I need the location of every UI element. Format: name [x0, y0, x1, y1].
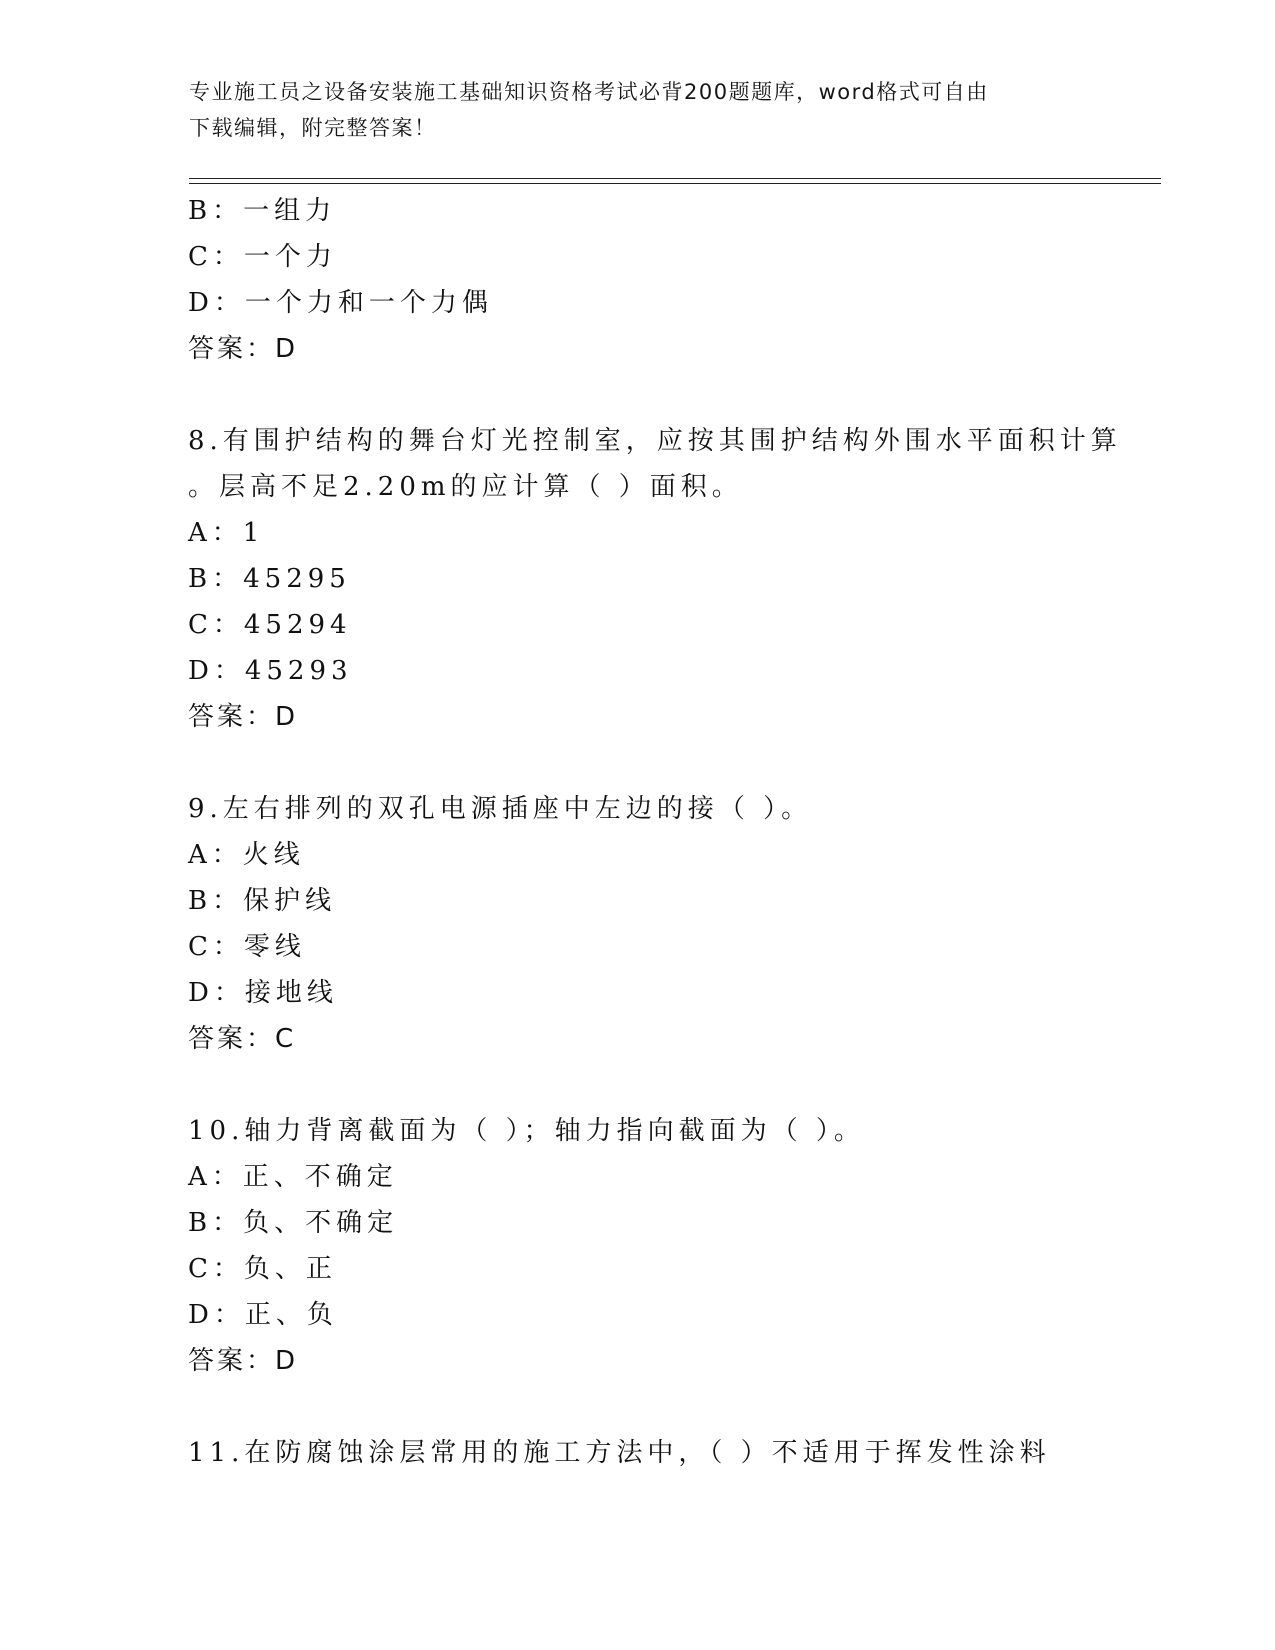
spacer — [188, 740, 1148, 786]
spacer — [188, 1062, 1148, 1108]
answer-label: 答案：C — [188, 1024, 297, 1054]
option-b: B：保护线 — [188, 886, 337, 916]
answer-label: 答案：D — [188, 702, 299, 732]
question-text: 9.左右排列的双孔电源插座中左边的接（ ）。 — [188, 794, 813, 824]
header-divider-top — [189, 178, 1161, 179]
answer-label: 答案：D — [188, 334, 299, 364]
option-c: C：负、正 — [188, 1254, 337, 1284]
option-a: A：正、不确定 — [188, 1162, 398, 1192]
question-8 — [188, 418, 1148, 740]
question-9 — [188, 786, 1148, 1062]
option-c: C：零线 — [188, 932, 306, 962]
question-text: 8.有围护结构的舞台灯光控制室，应按其围护结构外围水平面积计算 — [188, 426, 1122, 456]
option-b: B：负、不确定 — [188, 1208, 399, 1238]
header-line-2: 下载编辑，附完整答案！ — [189, 116, 437, 140]
option-d: D：一个力和一个力偶 — [188, 288, 493, 318]
option-a: A：1 — [188, 518, 265, 548]
header-divider-bottom — [189, 183, 1161, 184]
spacer — [188, 372, 1148, 418]
option-d: D：正、负 — [188, 1300, 338, 1330]
document-header — [189, 74, 1069, 146]
option-d: D：接地线 — [188, 978, 338, 1008]
question-text: 。层高不足2.20m的应计算（ ）面积。 — [188, 472, 743, 502]
option-b: B：45295 — [188, 564, 351, 594]
question-10 — [188, 1108, 1148, 1384]
option-b: B：一组力 — [188, 196, 337, 226]
header-line-1: 专业施工员之设备安装施工基础知识资格考试必背200题题库，word格式可自由 — [189, 80, 989, 104]
option-c: C：45294 — [188, 610, 352, 640]
answer-label: 答案：D — [188, 1346, 299, 1376]
spacer — [188, 1384, 1148, 1430]
question-text: 10.轴力背离截面为（ ）；轴力指向截面为（ ）。 — [188, 1116, 865, 1146]
question-text: 11.在防腐蚀涂层常用的施工方法中，（ ）不适用于挥发性涂料 — [188, 1438, 1051, 1468]
question-partial — [188, 188, 1148, 372]
option-d: D：45293 — [188, 656, 353, 686]
option-a: A：火线 — [188, 840, 305, 870]
question-list — [188, 188, 1148, 1476]
question-11 — [188, 1430, 1148, 1476]
option-c: C：一个力 — [188, 242, 337, 272]
